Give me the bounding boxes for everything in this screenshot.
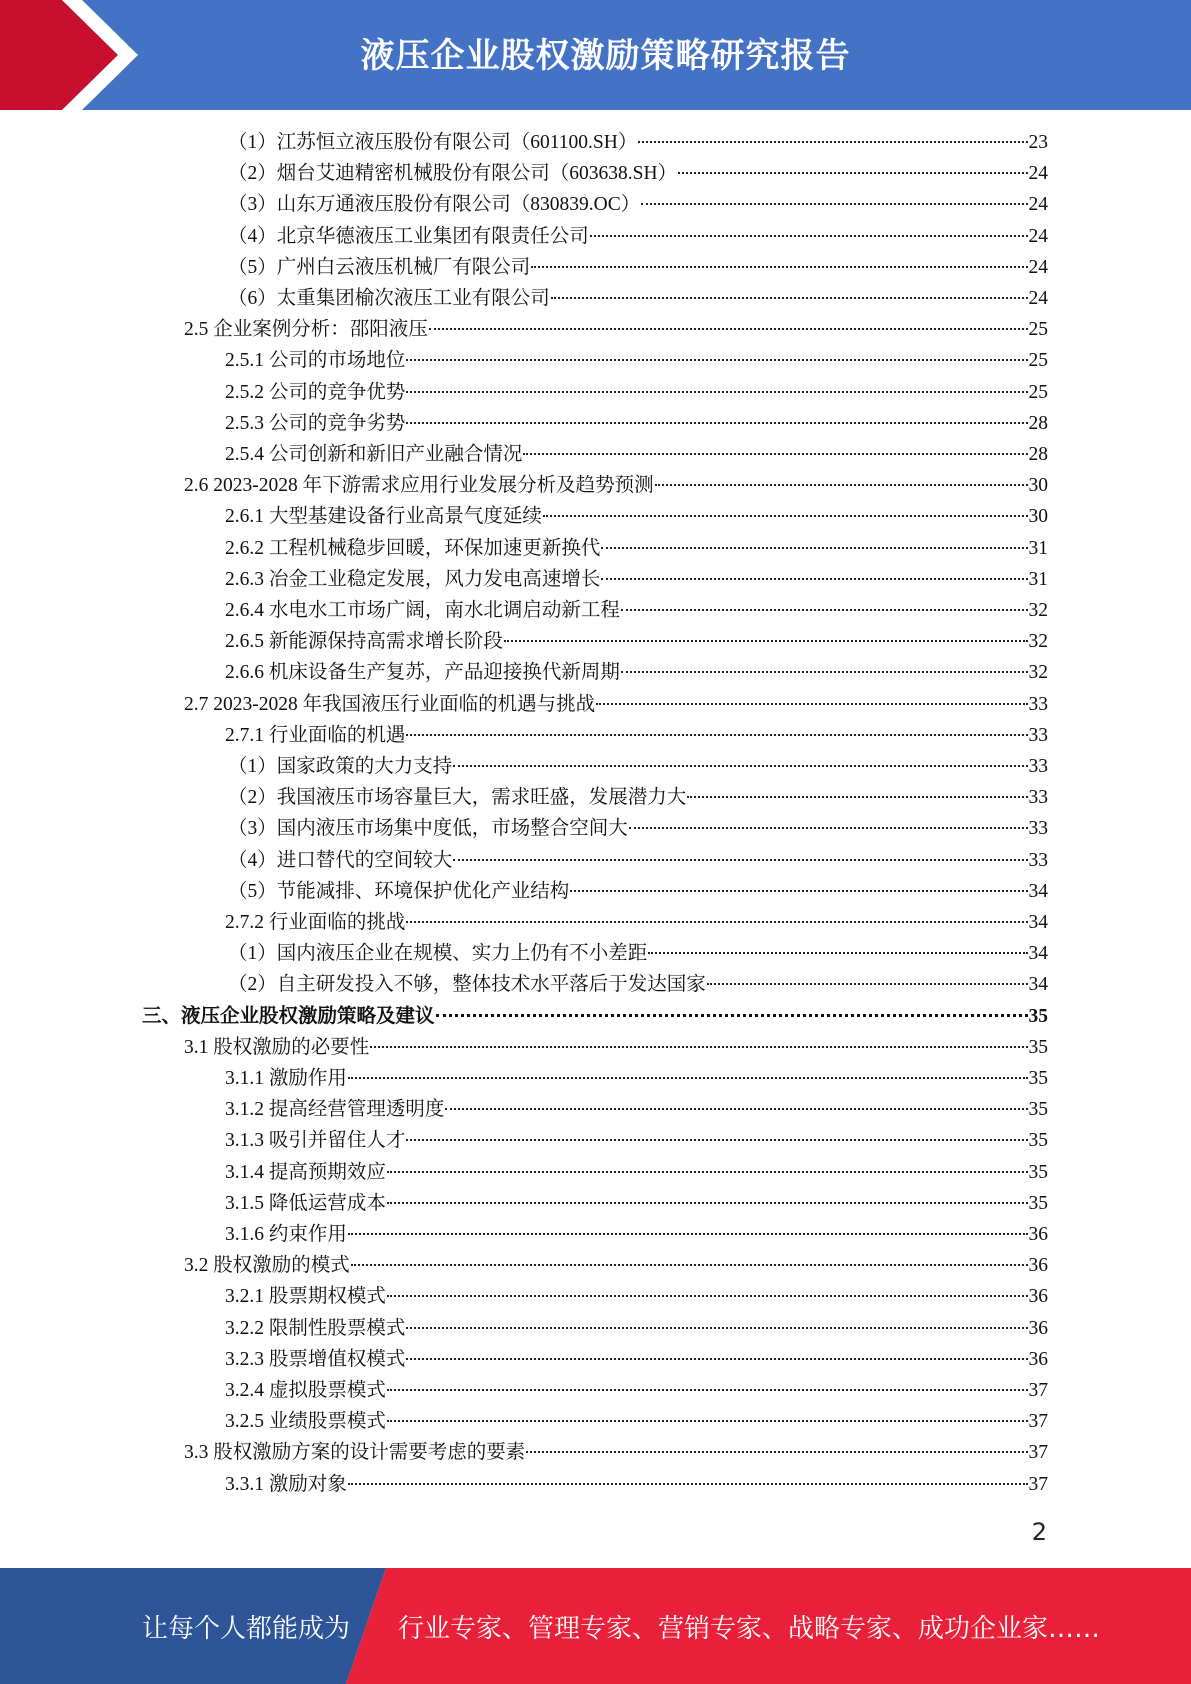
toc-leader-dots [523,445,1027,455]
toc-entry[interactable] [225,1094,1048,1125]
toc-entry[interactable] [228,782,1048,813]
toc-entry-page: 35 [1028,1130,1048,1152]
toc-leader-dots [351,1256,1028,1266]
toc-entry[interactable] [225,1406,1048,1437]
toc-entry[interactable] [225,1344,1048,1375]
toc-entry[interactable] [228,751,1048,782]
toc-entry-page: 37 [1028,1473,1048,1495]
page-footer [0,1568,1191,1684]
toc-entry-page: 33 [1028,849,1048,871]
toc-entry[interactable] [225,1281,1048,1312]
toc-entry-label: 3.1.2 提高经营管理透明度 [225,1099,445,1121]
toc-entry-page: 34 [1028,943,1048,965]
toc-entry-label: 3.2.2 限制性股票模式 [225,1317,406,1339]
toc-entry[interactable] [225,657,1048,688]
toc-entry-label: 3.1.5 降低运营成本 [225,1192,386,1214]
toc-entry[interactable] [225,720,1048,751]
toc-entry-label: 2.6.2 工程机械稳步回暖，环保加速更新换代 [225,537,601,559]
toc-entry[interactable] [228,252,1048,283]
toc-leader-dots [370,1038,1027,1048]
toc-leader-dots [387,1287,1028,1297]
toc-leader-dots [543,507,1028,517]
toc-entry[interactable] [225,1313,1048,1344]
toc-entry[interactable] [225,439,1048,470]
toc-entry-page: 35 [1028,1192,1048,1214]
toc-entry-page: 30 [1028,506,1048,528]
toc-entry[interactable] [184,314,1048,345]
toc-entry-label: 3.3.1 激励对象 [225,1473,347,1495]
toc-entry-label: 2.6.3 冶金工业稳定发展，风力发电高速增长 [225,568,601,590]
toc-entry-page: 35 [1028,1005,1048,1027]
toc-entry-label: 2.7.1 行业面临的机遇 [225,724,406,746]
toc-entry-page: 25 [1028,319,1048,341]
toc-leader-dots [429,320,1028,330]
toc-entry-page: 28 [1028,412,1048,434]
toc-entry-page: 36 [1028,1224,1048,1245]
toc-entry-label: 3.3 股权激励方案的设计需要考虑的要素 [184,1442,526,1464]
toc-entry[interactable] [228,158,1048,189]
toc-leader-dots [406,383,1027,393]
toc-leader-dots [387,1194,1028,1204]
toc-leader-dots [621,663,1028,673]
toc-entry-label: （4）北京华德液压工业集团有限责任公司 [228,225,589,247]
toc-entry-page: 34 [1028,974,1048,996]
toc-entry-label: 2.5.1 公司的市场地位 [225,350,406,372]
toc-entry-page: 35 [1028,1036,1048,1058]
toc-leader-dots [641,195,1027,205]
toc-entry[interactable] [184,470,1048,501]
toc-entry-label: 3.2 股权激励的模式 [184,1255,350,1277]
toc-entry[interactable] [228,283,1048,314]
toc-entry-page: 31 [1028,568,1048,590]
toc-entry-page: 37 [1028,1411,1048,1433]
toc-entry[interactable] [225,1157,1048,1188]
toc-entry[interactable] [225,907,1048,938]
toc-entry-page: 35 [1028,1161,1048,1183]
toc-entry-label: 2.6.1 大型基建设备行业高景气度延续 [225,506,542,528]
toc-leader-dots [406,726,1027,736]
toc-entry[interactable] [225,533,1048,564]
toc-entry-label: （5）广州白云液压机械厂有限公司 [228,256,531,278]
toc-entry-label: （1）国内液压企业在规模、实力上仍有不小差距 [228,943,648,965]
toc-leader-dots [406,1319,1027,1329]
toc-entry-label: （2）烟台艾迪精密机械股份有限公司（603638.SH） [228,163,678,185]
toc-leader-dots [655,476,1028,486]
toc-entry[interactable] [225,377,1048,408]
toc-entry[interactable] [225,1063,1048,1094]
toc-entry-label: 2.5.4 公司创新和新旧产业融合情况 [225,444,523,465]
toc-entry-page: 37 [1028,1442,1048,1464]
toc-leader-dots [436,1006,1028,1017]
toc-entry[interactable] [228,845,1048,876]
toc-entry-label: 3.1.4 提高预期效应 [225,1161,386,1183]
toc-entry-page: 24 [1028,288,1048,309]
toc-entry[interactable] [225,1125,1048,1156]
toc-leader-dots [387,1163,1028,1173]
toc-entry-label: （2）我国液压市场容量巨大，需求旺盛，发展潜力大 [228,787,687,809]
toc-entry-page: 34 [1028,880,1048,902]
toc-entry-page: 28 [1028,444,1048,465]
toc-entry-page: 33 [1028,693,1048,715]
page-number: 2 [1031,1518,1047,1546]
toc-entry-page: 33 [1028,724,1048,746]
toc-leader-dots [387,1381,1028,1391]
toc-leader-dots [453,757,1027,767]
toc-leader-dots [348,1225,1028,1235]
toc-entry-page: 24 [1028,225,1048,247]
toc-leader-dots [504,632,1028,642]
toc-entry[interactable] [225,1188,1048,1219]
toc-leader-dots [648,944,1027,954]
toc-leader-dots [348,1069,1028,1079]
toc-entry[interactable] [184,1032,1048,1063]
toc-entry-page: 36 [1028,1317,1048,1339]
toc-entry[interactable] [225,1469,1048,1500]
toc-entry-label: （3）山东万通液压股份有限公司（830839.OC） [228,194,641,216]
toc-entry[interactable] [184,1437,1048,1468]
toc-entry[interactable] [228,876,1048,907]
toc-entry-label: 3.2.5 业绩股票模式 [225,1411,386,1433]
toc-entry-page: 36 [1028,1255,1048,1277]
toc-entry-page: 36 [1028,1286,1048,1308]
toc-leader-dots [445,1100,1027,1110]
toc-entry[interactable] [225,1375,1048,1406]
toc-entry[interactable] [228,969,1048,1000]
toc-leader-dots [707,975,1028,985]
toc-entry-label: 2.7 2023-2028 年我国液压行业面临的机遇与挑战 [184,693,596,715]
toc-leader-dots [590,227,1028,237]
toc-entry-label: （3）国内液压市场集中度低，市场整合空间大 [228,818,628,840]
toc-leader-dots [687,788,1027,798]
toc-entry[interactable] [228,221,1048,252]
toc-leader-dots [678,164,1027,174]
toc-entry[interactable] [228,938,1048,969]
toc-leader-dots [406,1131,1027,1141]
toc-entry-page: 33 [1028,787,1048,809]
toc-entry[interactable] [225,564,1048,595]
toc-entry[interactable] [225,345,1048,376]
toc-entry-page: 32 [1028,631,1048,653]
toc-leader-dots [601,539,1027,549]
toc-leader-dots [406,1350,1027,1360]
toc-entry[interactable] [225,408,1048,439]
toc-leader-dots [453,851,1027,861]
footer-slogan-right: 行业专家、管理专家、营销专家、战略专家、成功企业家…… [398,1614,1101,1644]
toc-entry-page: 34 [1028,912,1048,933]
toc-entry-label: （2）自主研发投入不够，整体技术水平落后于发达国家 [228,974,706,996]
report-title: 液压企业股权激励策略研究报告 [360,36,851,76]
toc-entry-label: 2.7.2 行业面临的挑战 [225,912,406,933]
toc-leader-dots [526,1443,1027,1453]
toc-entry[interactable] [228,813,1048,844]
toc-entry-page: 32 [1028,662,1048,684]
toc-leader-dots [406,414,1027,424]
toc-entry-page: 33 [1028,756,1048,777]
toc-entry-label: 3.1.3 吸引并留住人才 [225,1130,406,1152]
toc-entry[interactable] [184,1250,1048,1281]
toc-entry[interactable] [225,501,1048,532]
toc-entry-label: 2.5.3 公司的竞争劣势 [225,412,406,434]
toc-entry-page: 24 [1028,256,1048,278]
toc-entry-label: 三、液压企业股权激励策略及建议 [142,1005,435,1027]
toc-entry[interactable] [225,595,1048,626]
toc-entry-page: 35 [1028,1068,1048,1089]
toc-leader-dots [570,882,1027,892]
toc-entry-page: 25 [1028,381,1048,403]
toc-entry[interactable] [225,1219,1048,1250]
toc-leader-dots [551,289,1028,299]
toc-leader-dots [406,913,1027,923]
toc-entry-label: （1）江苏恒立液压股份有限公司（601100.SH） [228,132,638,153]
toc-leader-dots [348,1475,1028,1485]
toc-entry-label: （5）节能减排、环境保护优化产业结构 [228,880,570,902]
toc-entry-label: （6）太重集团榆次液压工业有限公司 [228,288,550,309]
toc-entry-label: 2.5.2 公司的竞争优势 [225,381,406,403]
toc-entry-page: 30 [1028,475,1048,497]
toc-entry-page: 24 [1028,163,1048,185]
toc-entry-label: 2.6.5 新能源保持高需求增长阶段 [225,631,503,653]
toc-leader-dots [406,351,1027,361]
toc-leader-dots [387,1412,1028,1422]
toc-entry[interactable] [228,189,1048,220]
toc-entry-page: 23 [1028,132,1048,153]
toc-leader-dots [596,695,1027,705]
toc-leader-dots [621,601,1028,611]
toc-entry-label: 2.6.4 水电水工市场广阔，南水北调启动新工程 [225,600,620,621]
toc-entry-page: 35 [1028,1099,1048,1121]
toc-entry-page: 37 [1028,1380,1048,1401]
toc-entry-page: 36 [1028,1348,1048,1370]
toc-entry-label: 2.5 企业案例分析：邵阳液压 [184,319,428,341]
toc-entry[interactable] [228,127,1048,158]
toc-entry-label: 2.6 2023-2028 年下游需求应用行业发展分析及趋势预测 [184,475,654,497]
toc-entry-page: 31 [1028,537,1048,559]
toc-entry-label: 3.2.1 股票期权模式 [225,1286,386,1308]
toc-leader-dots [629,819,1028,829]
toc-leader-dots [601,570,1027,580]
toc-entry[interactable] [184,689,1048,720]
toc-entry[interactable] [142,1001,1048,1032]
toc-entry-label: 3.2.4 虚拟股票模式 [225,1380,386,1401]
toc-entry-page: 24 [1028,194,1048,216]
toc-entry-label: 2.6.6 机床设备生产复苏，产品迎接换代新周期 [225,662,620,684]
toc-entry-label: 3.1 股权激励的必要性 [184,1036,370,1058]
toc-entry-label: （1）国家政策的大力支持 [228,756,453,777]
toc-leader-dots [638,133,1027,143]
toc-entry-label: （4）进口替代的空间较大 [228,849,453,871]
toc-entry-label: 3.2.3 股票增值权模式 [225,1348,406,1370]
footer-slogan-left: 让每个人都能成为 [142,1614,351,1644]
page-header [0,0,1191,110]
toc-leader-dots [531,258,1027,268]
toc-entry-label: 3.1.6 约束作用 [225,1224,347,1245]
toc-entry-page: 33 [1028,818,1048,840]
toc-entry[interactable] [225,626,1048,657]
toc-entry-page: 32 [1028,600,1048,621]
toc-entry-page: 25 [1028,350,1048,372]
toc-entry-label: 3.1.1 激励作用 [225,1068,347,1089]
